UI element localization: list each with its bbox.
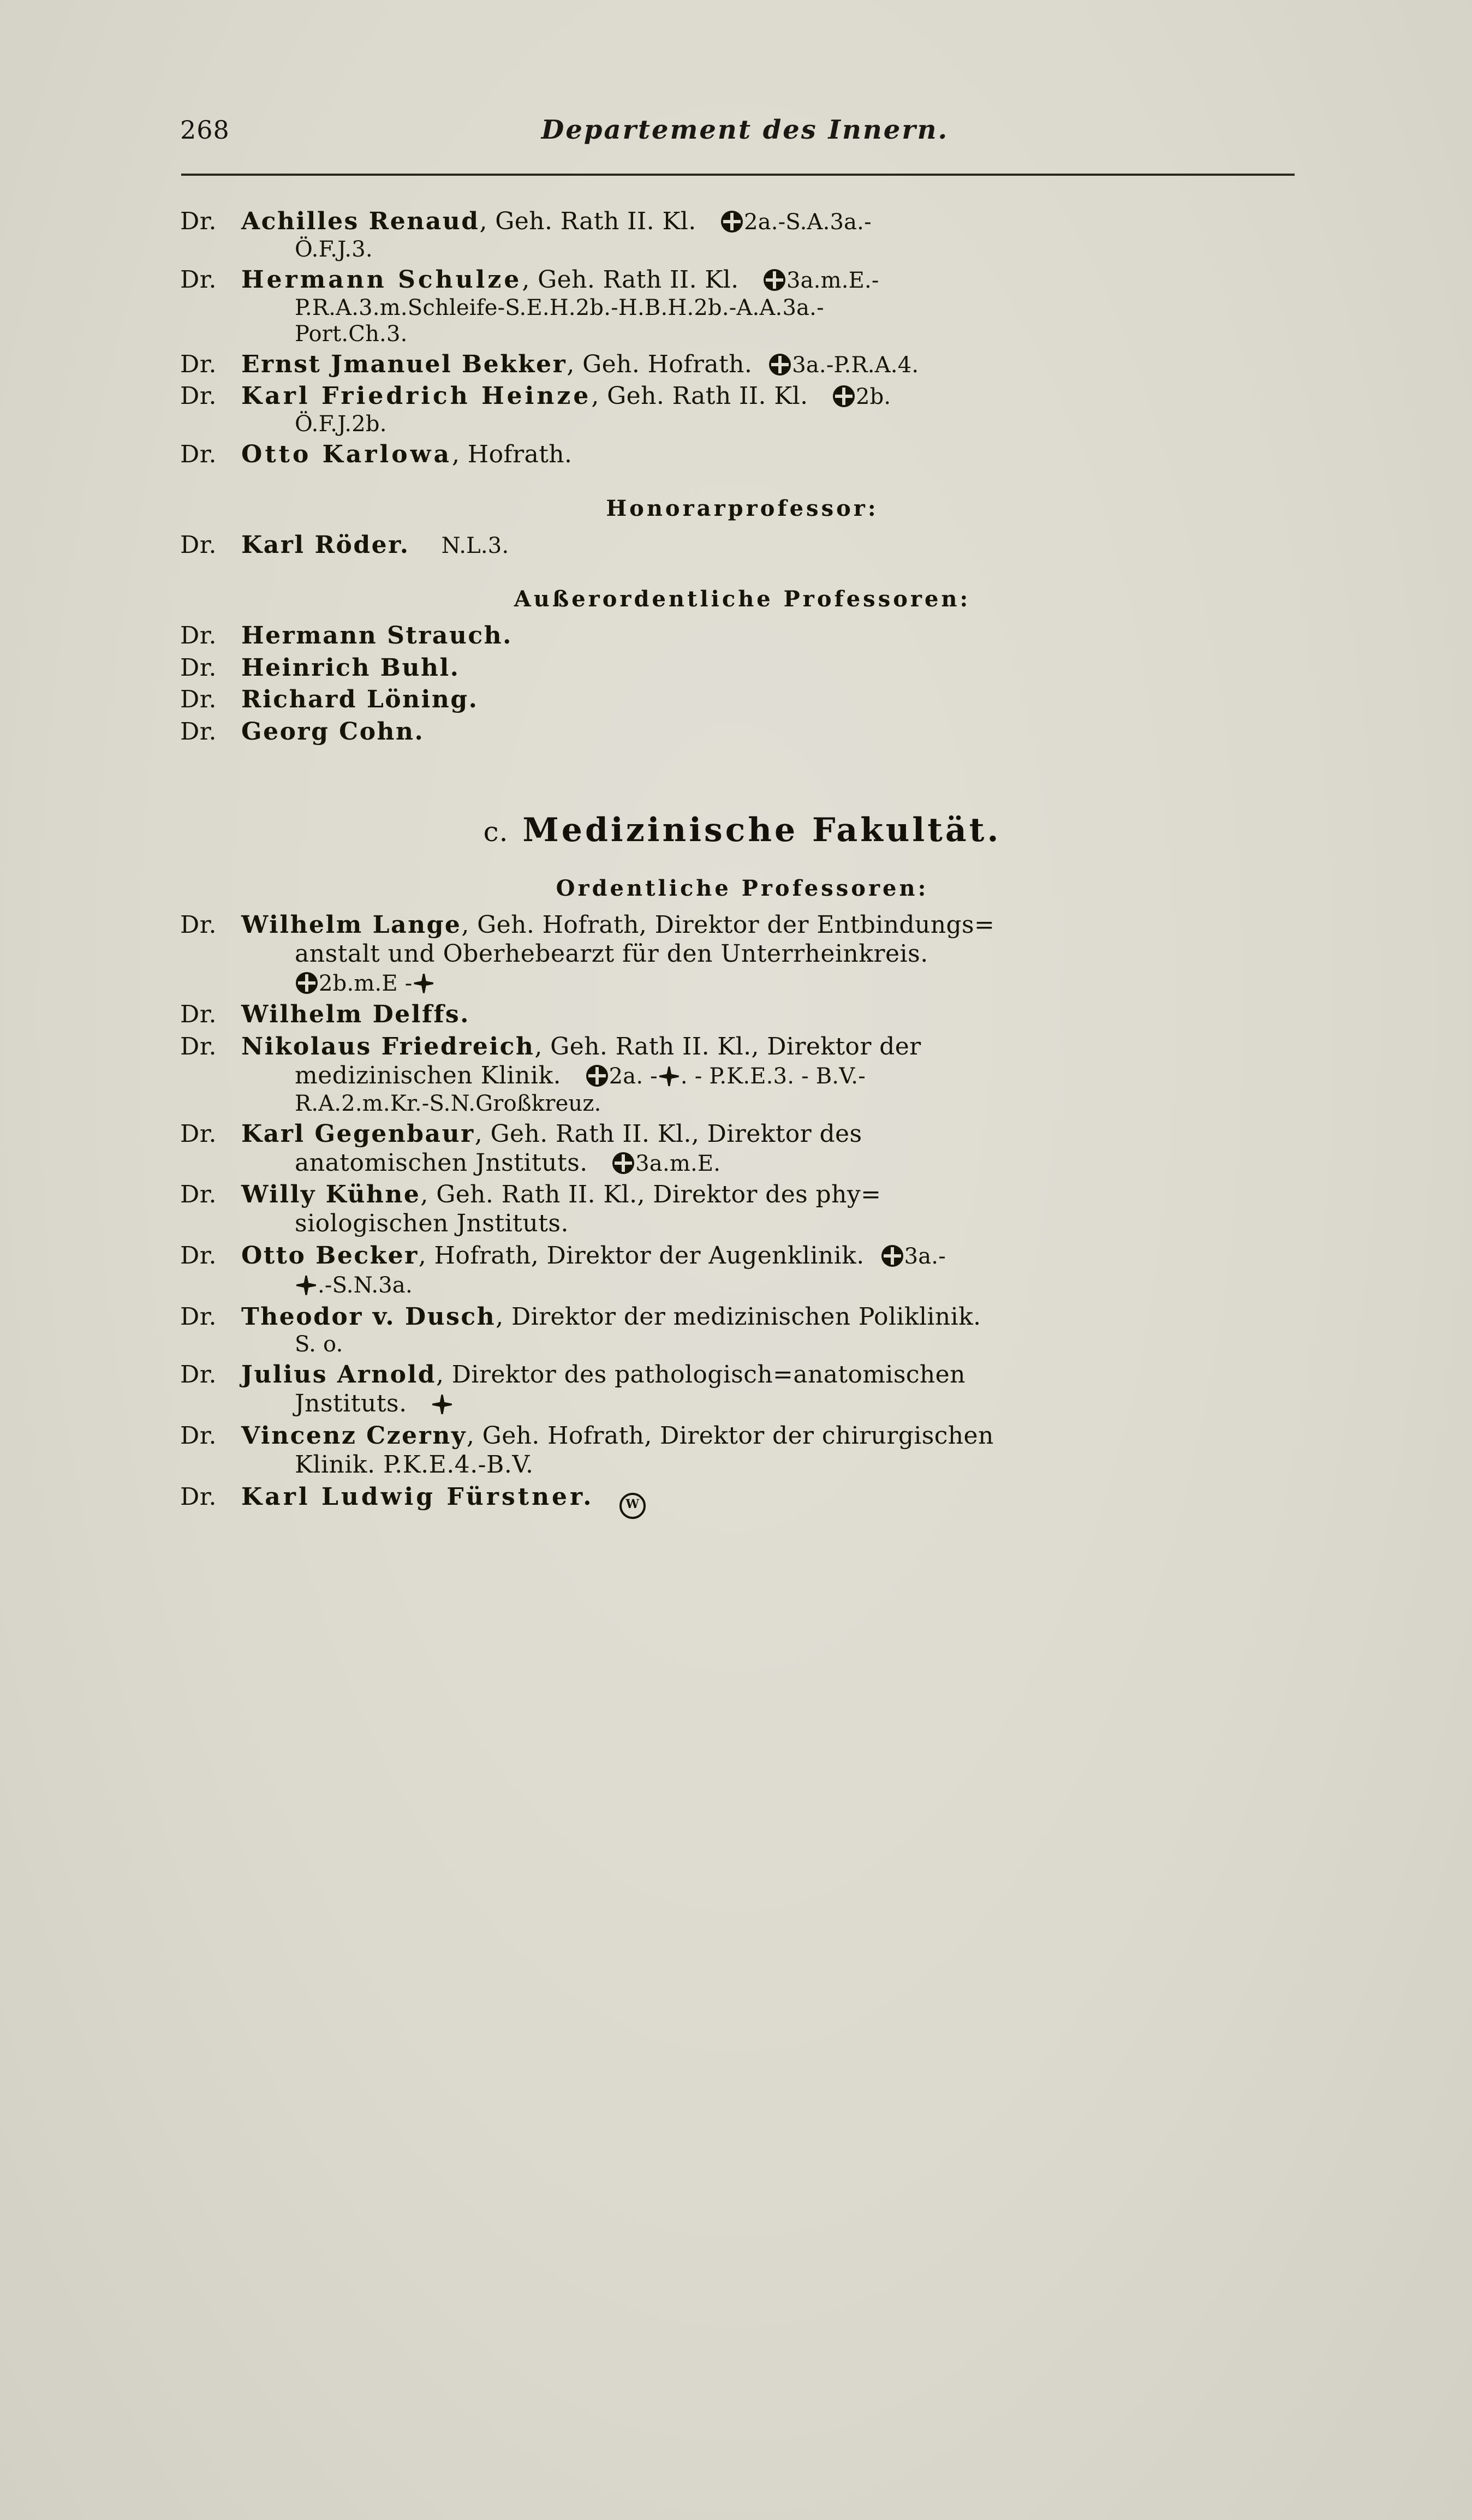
- order-star-icon: [296, 972, 318, 994]
- list-item: [180, 1000, 1304, 1029]
- entry-name: Vincenz Czerny: [241, 1421, 467, 1450]
- entry-name: Achilles Renaud: [241, 207, 480, 235]
- list-item: [180, 1181, 1304, 1238]
- entry-rest: , Hofrath, Direktor der Augenklinik.: [418, 1241, 865, 1270]
- entry-title: Dr.: [180, 653, 217, 682]
- list-item: [180, 654, 1304, 683]
- entry-rest: , Direktor des pathologisch=anatomischen: [436, 1361, 966, 1389]
- list-item: [180, 382, 1304, 437]
- entry-decorations: 2b.: [855, 384, 891, 410]
- list-item: [180, 266, 1304, 347]
- entry-decorations: 3a.-: [904, 1243, 946, 1269]
- section-heading-extraordinary: Außerordentliche Professoren:: [514, 586, 971, 612]
- entry-continuation: Klinik. P.K.E.4.-B.V.: [295, 1450, 534, 1479]
- entry-decorations: 3a.m.E.: [635, 1151, 721, 1176]
- entry-title: Dr.: [180, 686, 217, 714]
- entry-rest: , Geh. Rath II. Kl.: [591, 382, 808, 410]
- entry-title: Dr.: [180, 1482, 217, 1511]
- entry-rest: , Hofrath.: [452, 440, 573, 469]
- list-item: [180, 1120, 1304, 1178]
- entry-title: Dr.: [180, 1241, 217, 1270]
- entry-name: Ernst Jmanuel Bekker: [241, 350, 567, 378]
- entry-name: Heinrich Buhl.: [241, 653, 460, 682]
- list-item: [180, 686, 1304, 714]
- entry-title: Dr.: [180, 1181, 217, 1209]
- list-item: [180, 531, 1304, 560]
- entry-decorations: 3a.-P.R.A.4.: [792, 352, 919, 378]
- list-item: [180, 1361, 1304, 1419]
- entry-name: Willy Kühne: [241, 1181, 421, 1209]
- entry-title: Dr.: [180, 1361, 217, 1389]
- entry-title: Dr.: [180, 531, 217, 559]
- cross-icon: [432, 1395, 452, 1414]
- cross-icon: [414, 974, 433, 993]
- entry-continuation: medizinischen Klinik.: [295, 1061, 562, 1089]
- order-star-icon: [833, 385, 855, 407]
- entry-rest: , Geh. Rath II. Kl., Direktor des: [474, 1119, 862, 1148]
- list-item: [180, 718, 1304, 747]
- faculty-heading-letter: c.: [483, 815, 509, 848]
- entry-rest: , Geh. Rath II. Kl., Direktor der: [534, 1033, 921, 1061]
- entry-continuation: Ö.F.J.2b.: [295, 412, 387, 437]
- entry-title: Dr.: [180, 382, 217, 410]
- order-star-icon: [612, 1152, 634, 1174]
- entry-name: Otto Becker: [241, 1241, 419, 1270]
- list-item: [180, 207, 1304, 263]
- entry-name: Karl Röder.: [241, 531, 410, 559]
- entry-rest: , Geh. Hofrath.: [567, 350, 753, 378]
- entry-title: Dr.: [180, 350, 217, 378]
- entry-decorations: 3a.m.E.-: [786, 267, 879, 293]
- entry-name: Richard Löning.: [241, 686, 479, 714]
- list-item: [180, 911, 1304, 997]
- entry-decorations: 2a.-S.A.3a.-: [744, 210, 872, 235]
- entry-name: Karl Ludwig Fürstner.: [241, 1482, 594, 1511]
- entry-continuation: siologischen Jnstituts.: [295, 1210, 569, 1238]
- order-star-icon: [586, 1065, 608, 1087]
- entry-decorations: 2a. -: [609, 1063, 658, 1089]
- entry-title: Dr.: [180, 910, 217, 939]
- entry-name: Nikolaus Friedreich: [241, 1033, 535, 1061]
- entry-title: Dr.: [180, 1421, 217, 1450]
- cross-icon: [296, 1276, 316, 1295]
- entry-decorations: 2b.m.E -: [319, 970, 413, 996]
- list-item: [180, 350, 1304, 379]
- page-number: 268: [180, 115, 230, 145]
- entry-title: Dr.: [180, 1033, 217, 1061]
- entry-name: Hermann Strauch.: [241, 621, 512, 650]
- entry-title: Dr.: [180, 1119, 217, 1148]
- entry-title: Dr.: [180, 440, 217, 469]
- entry-title: Dr.: [180, 1302, 217, 1331]
- list-item: [180, 1422, 1304, 1480]
- list-item: [180, 622, 1304, 651]
- entry-name: Karl Gegenbaur: [241, 1119, 475, 1148]
- list-item: [180, 1303, 1304, 1358]
- entry-title: Dr.: [180, 1000, 217, 1029]
- cross-icon: [659, 1067, 679, 1086]
- entry-name: Georg Cohn.: [241, 718, 425, 746]
- entry-rest: , Geh. Hofrath, Direktor der chirurgischen: [466, 1421, 994, 1450]
- entry-continuation-2: R.A.2.m.Kr.-S.N.Großkreuz.: [295, 1091, 601, 1116]
- entry-continuation-2: Port.Ch.3.: [295, 321, 408, 347]
- entry-name: Hermann Schulze: [241, 265, 522, 294]
- entry-continuation: Ö.F.J.3.: [295, 236, 373, 262]
- order-star-icon: [881, 1245, 903, 1267]
- entry-rest: , Geh. Hofrath, Direktor der Entbindungs=: [461, 910, 995, 939]
- entry-rest: , Geh. Rath II. Kl.: [479, 207, 696, 235]
- entry-name: Otto Karlowa: [241, 440, 452, 469]
- list-item: [180, 440, 1304, 469]
- section-heading-ordinary: Ordentliche Professoren:: [556, 875, 929, 901]
- entry-rest: , Geh. Rath II. Kl., Direktor des phy=: [420, 1181, 881, 1209]
- page-content: [180, 115, 1304, 1522]
- faculty-heading: [180, 811, 1304, 849]
- entry-name: Wilhelm Delffs.: [241, 1000, 470, 1029]
- order-star-icon: [721, 211, 743, 233]
- order-star-icon: [764, 269, 785, 291]
- entry-continuation: anatomischen Jnstituts.: [295, 1148, 588, 1177]
- entry-title: Dr.: [180, 621, 217, 650]
- faculty-heading-title: Medizinische Fakultät.: [522, 811, 1002, 849]
- entry-continuation: anstalt und Oberhebearzt für den Unterrheinkreis.: [295, 939, 928, 968]
- section-heading-honorary: Honorarprofessor:: [606, 495, 879, 521]
- header-rule: [181, 174, 1295, 176]
- page-header: [180, 115, 1304, 164]
- entry-title: Dr.: [180, 718, 217, 746]
- entry-name: Wilhelm Lange: [241, 910, 462, 939]
- order-star-icon: [769, 354, 791, 376]
- entry-decorations-2: . - P.K.E.3. - B.V.-: [680, 1063, 866, 1089]
- entry-title: Dr.: [180, 265, 217, 294]
- entry-name: Julius Arnold: [241, 1361, 436, 1389]
- medal-icon: W: [619, 1493, 646, 1519]
- running-title: Departement des Innern.: [541, 115, 949, 145]
- entry-decorations: N.L.3.: [441, 533, 509, 558]
- entry-title: Dr.: [180, 207, 217, 235]
- entry-name: Karl Friedrich Heinze: [241, 382, 592, 410]
- list-item: [180, 1483, 1304, 1519]
- entry-continuation: P.R.A.3.m.Schleife-S.E.H.2b.-H.B.H.2b.-A.A.3a.-: [295, 295, 824, 320]
- entry-rest: , Geh. Rath II. Kl.: [522, 265, 739, 294]
- list-item: [180, 1033, 1304, 1117]
- list-item: [180, 1242, 1304, 1300]
- entry-rest: , Direktor der medizinischen Poliklinik.: [496, 1302, 981, 1331]
- entry-continuation: Jnstituts.: [295, 1390, 407, 1418]
- entry-continuation: S. o.: [295, 1332, 343, 1357]
- entry-name: Theodor v. Dusch: [241, 1302, 496, 1331]
- entry-continuation: .-S.N.3a.: [318, 1272, 413, 1298]
